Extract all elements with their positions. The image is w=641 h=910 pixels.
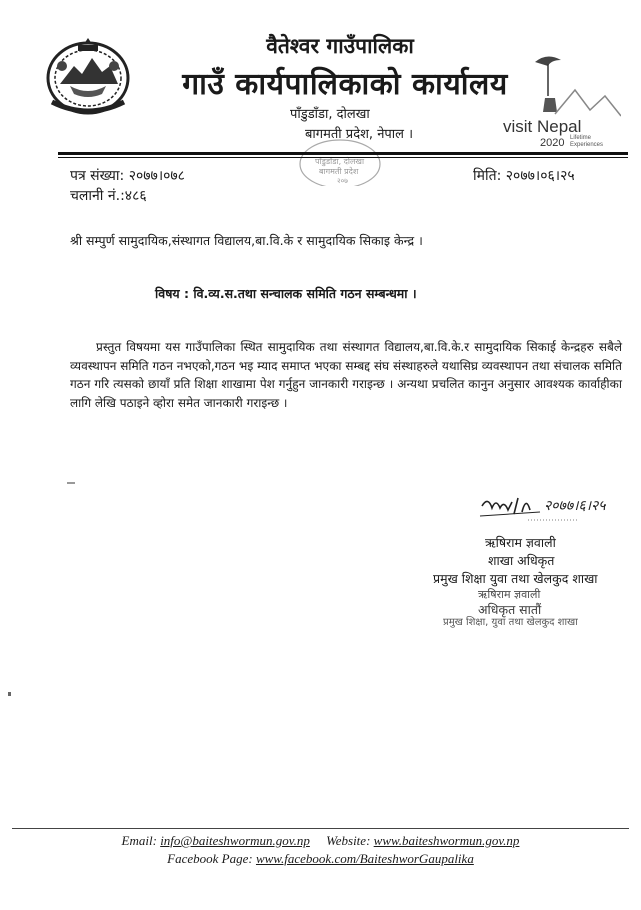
letter-number: पत्र संख्या: २०७७।०७८ xyxy=(70,168,185,184)
rubber-stamp-title: अधिकृत सातौं xyxy=(478,602,542,617)
signature-date: २०७७।६।२५ xyxy=(544,498,606,514)
rubber-stamp-department: प्रमुख शिक्षा, युवा तथा खेलकुद शाखा xyxy=(443,617,578,628)
nepal-emblem-icon xyxy=(42,36,134,116)
footer-contact xyxy=(0,833,641,849)
stamp-text-3: २०७ xyxy=(337,177,348,185)
stamp-text-2: बागमती प्रदेश xyxy=(319,167,359,176)
recipient-address: श्री सम्पुर्ण सामुदायिक,संस्थागत विद्यालय,बा.वि.के र सामुदायिक सिकाइ केन्द्र । xyxy=(70,233,423,248)
footer-social xyxy=(0,851,641,867)
office-location: पाँडुडाँडा, दोलखा xyxy=(290,107,370,122)
letter-date: मिति: २०७७।०६।२५ xyxy=(473,168,575,184)
scan-mark-side xyxy=(8,692,11,696)
office-province: बागमती प्रदेश, नेपाल । xyxy=(305,127,414,142)
visit-nepal-logo xyxy=(495,50,621,150)
letter-body: प्रस्तुत विषयमा यस गाउँपालिका स्थित सामुदायिक तथा संस्थागत विद्यालय,बा.वि.के.र सामुदायिक सिकाई केन्द्रहरु सबैले व्यवस्थापन समिति गठन नभएको,गठन भइ म्याद समाप्त भएका सम्बद्द संघ संस्थाहरुले यथासिघ्र व्यवस्थापन तथा संचालक समिति गठन गरि त्यसको छायाँ प्रति शिक्षा शाखामा पेश गर्नुहुन जानकारी गराइन्छ । अन्यथा प्रचलित कानुन अनुसार आवश्यक कार्वाहीका लागि लेखि पठाइने व्होरा समेत जानकारी गराइन्छ । xyxy=(70,340,622,410)
email-link[interactable]: info@baiteshwormun.gov.np xyxy=(160,833,310,848)
facebook-label: Facebook Page: xyxy=(167,851,253,866)
website-link[interactable]: www.baiteshwormun.gov.np xyxy=(373,833,520,848)
visit-nepal-brand: visit Nepal xyxy=(503,117,582,136)
visit-nepal-year: 2020 xyxy=(540,137,565,149)
office-name-line1: वैतेश्वर गाउँपालिका xyxy=(266,34,414,58)
rubber-stamp-name: ऋषिराम ज्ञवाली xyxy=(478,588,541,601)
header-divider-thin xyxy=(58,157,628,158)
office-stamp xyxy=(285,136,395,186)
letter-subject: विषय : वि.व्य.स.तथा सन्चालक समिति गठन सम्बन्धमा । xyxy=(155,286,417,301)
email-label: Email: xyxy=(121,833,157,848)
signatory-name: ऋषिराम ज्ञवाली xyxy=(485,535,556,550)
scan-mark xyxy=(67,482,75,484)
header-divider xyxy=(58,152,628,155)
handwritten-signature xyxy=(478,488,628,522)
office-name-line2: गाउँ कार्यपालिकाको कार्यालय xyxy=(182,67,508,102)
facebook-link[interactable]: www.facebook.com/BaiteshworGaupalika xyxy=(255,851,474,866)
stamp-text-1: पाँडुडाँडा, दोलखा xyxy=(315,157,365,166)
website-label: Website: xyxy=(326,833,371,848)
visit-nepal-tagline-2: Experiences xyxy=(570,142,604,148)
visit-nepal-tagline-1: Lifetime xyxy=(570,135,592,141)
dispatch-number: चलानी नं.:४८६ xyxy=(70,188,147,204)
signatory-department: प्रमुख शिक्षा युवा तथा खेलकुद शाखा xyxy=(433,571,598,586)
signatory-title: शाखा अधिकृत xyxy=(488,553,555,568)
footer-divider xyxy=(12,828,629,829)
